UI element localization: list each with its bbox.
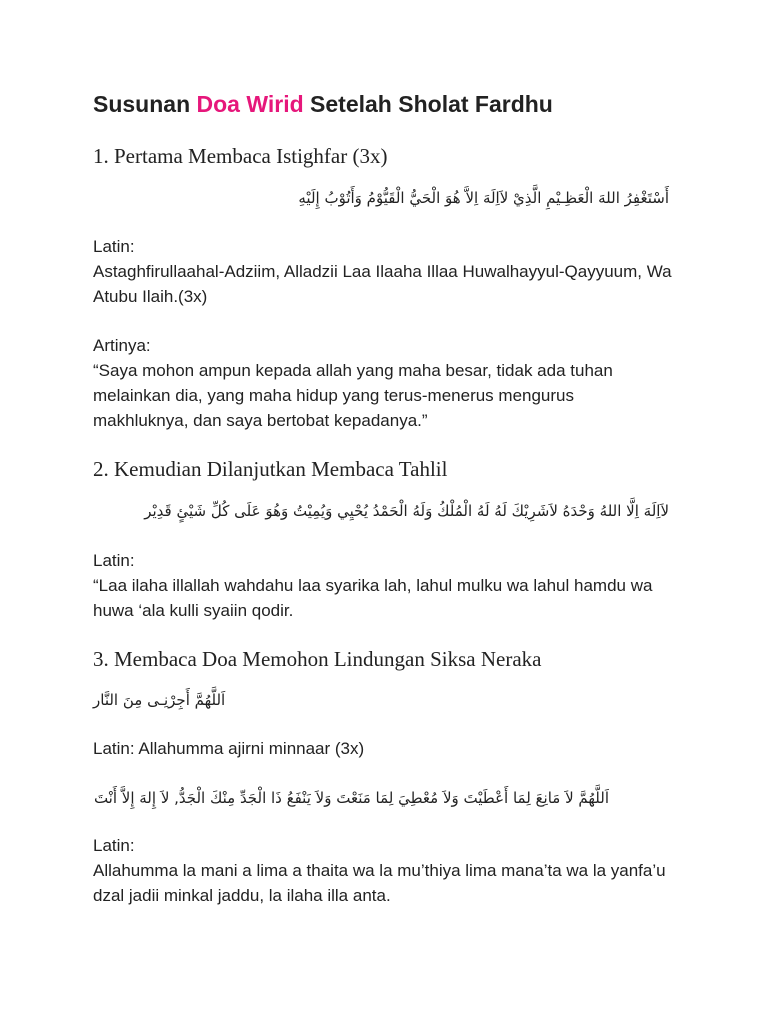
section-3-arabic-short: اَللَّهُمَّ أَجِرْنِـى مِنَ النَّار [93,691,226,709]
page-title [93,88,553,120]
section-2-arabic: لاَاِلَهَ اِلَّا اللهُ وَحْدَهُ لاَشَرِيْكَ لَهُ لَهُ الْمُلْكُ وَلَهُ الْحَمْدُ يُحْيِي وَيُمِيْتُ وَهُوَ عَلَى كُلِّ شَيْئٍ قَدِيْر [144,502,669,520]
section-1-meaning-label: Artinya: [93,336,151,355]
section-2-latin-text: “Laa ilaha illallah wahdahu laa syarika lah, lahul mulku wa lahul hamdu wa huwa ‘ala kulli syaiin qodir. [93,576,653,620]
section-2-heading: 2. Kemudian Dilanjutkan Membaca Tahlil [93,457,448,481]
section-3-latin-label: Latin: [93,836,135,855]
section-3-heading: 3. Membaca Doa Memohon Lindungan Siksa Neraka [93,647,542,671]
section-1-arabic: أَسْتَغْفِرُ اللهَ الْعَظِـيْمِ الَّذِيْ لاَاِلَهَ اِلاَّ هُوَ الْحَيُّ الْقَيُّوْمُ وَأَتُوْبُ إِلَيْهِ [298,189,669,207]
section-3-arabic-long: اَللَّهُمَّ لاَ مَانِعَ لِمَا أَعْطَيْتَ وَلاَ مُعْطِيَ لِمَا مَنَعْتَ وَلاَ يَنْفَعُ ذَا الْجَدِّ مِنْكَ الْجَدُّ, لاَ إِلهَ إِلاَّ أَنْتَ [93,789,609,807]
section-3-latin-inline: Latin: Allahumma ajirni minnaar (3x) [93,739,365,758]
section-2-latin-label: Latin: [93,551,135,570]
section-1-latin-label: Latin: [93,237,135,256]
title-prefix: Susunan [93,91,197,117]
title-suffix: Setelah Sholat Fardhu [303,91,553,117]
section-1-latin-text: Astaghfirullaahal-Adziim, Alladzii Laa Ilaaha Illaa Huwalhayyul-Qayyuum, Wa Atubu Ilaih.(3x) [93,262,672,306]
section-1-heading: 1. Pertama Membaca Istighfar (3x) [93,144,388,168]
title-accent: Doa Wirid [196,91,304,117]
section-3-latin-text: Allahumma la mani a lima a thaita wa la mu’thiya lima mana’ta wa la yanfa’u dzal jadii minkal jaddu, la ilaha illa anta. [93,861,666,905]
section-1-meaning-text: “Saya mohon ampun kepada allah yang maha besar, tidak ada tuhan melainkan dia, yang maha hidup yang terus-menerus mengurus makhluknya, dan saya bertobat kepadanya.” [93,361,613,430]
